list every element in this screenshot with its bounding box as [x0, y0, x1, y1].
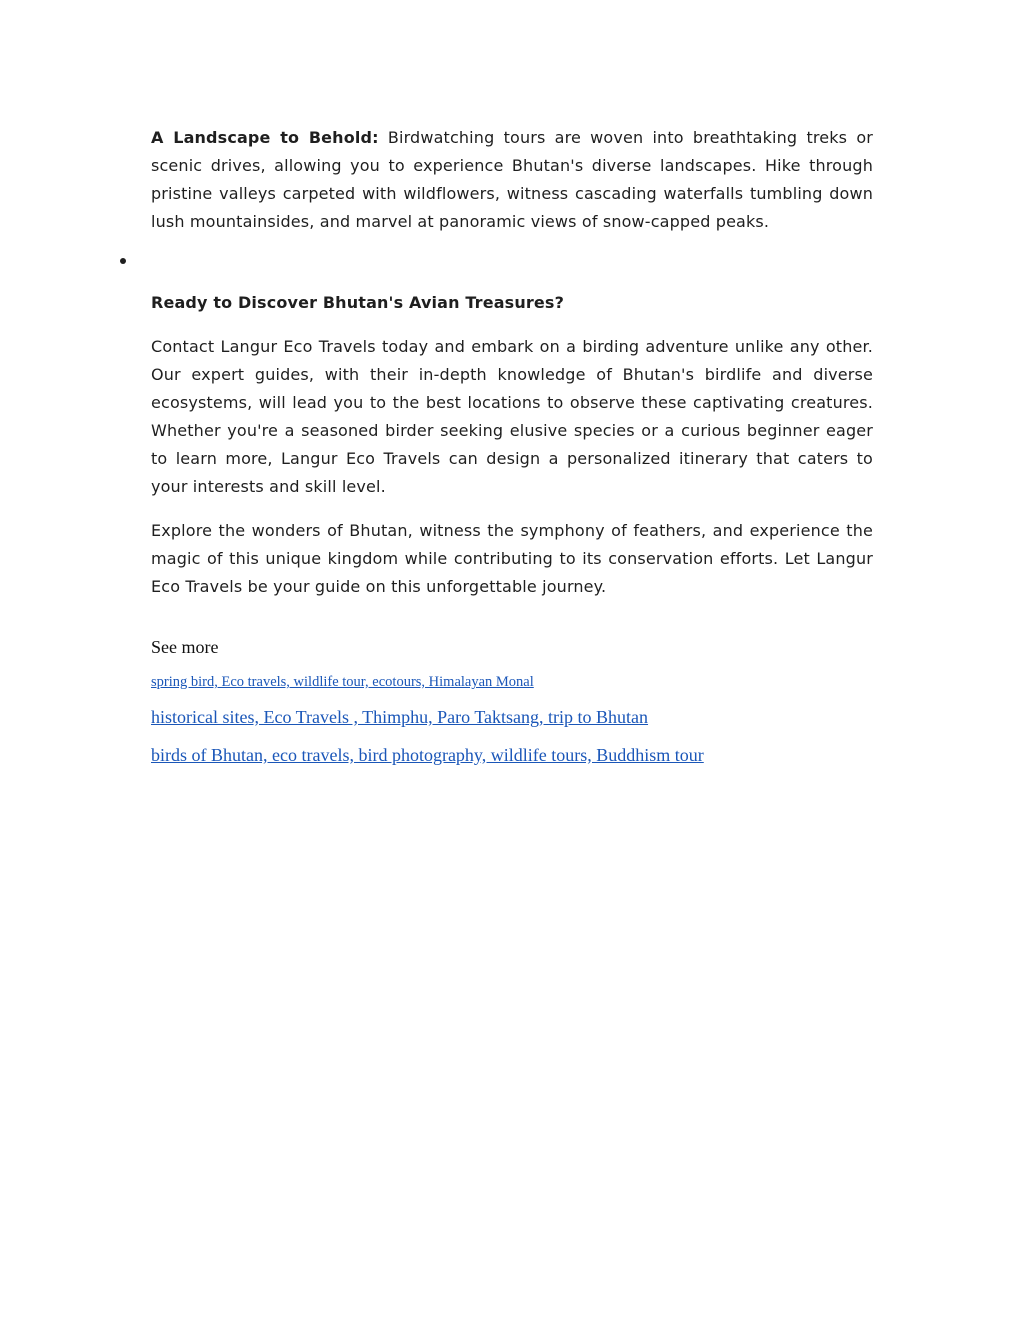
related-link-historical-sites[interactable]: historical sites, Eco Travels , Thimphu, Paro Taktsang, trip to Bhutan — [151, 707, 649, 727]
landscape-text: Birdwatching tours are woven into breathtaking treks or scenic drives, allowing you to experience Bhutan's diverse landscapes. Hike through pristine valleys carpeted with wildflowers, witness cascading waterfalls tumbling down lush mountainsides, and marvel at panoramic views of snow-capped peaks. — [151, 128, 874, 231]
contact-paragraph: Contact Langur Eco Travels today and embark on a birding adventure unlike any other. Our expert guides, with their in-depth knowledge of Bhutan's birdlife and diverse ecosystems, will lead you to the best locations to observe these captivating creatures. Whether you're a seasoned birder seeking elusive species or a curious beginner eager to learn more, Langur Eco Travels can design a personalized itinerary that caters to your interests and skill level. — [151, 337, 873, 496]
landscape-paragraph — [151, 124, 873, 236]
section-heading: Ready to Discover Bhutan's Avian Treasures? — [151, 293, 565, 312]
related-link-birds-of-bhutan[interactable]: birds of Bhutan, eco travels, bird photography, wildlife tours, Buddhism tour — [151, 745, 704, 765]
article-body — [151, 124, 873, 767]
list-bullet-icon — [120, 258, 126, 264]
landscape-lead: A Landscape to Behold: — [151, 128, 379, 147]
related-link-spring-bird[interactable]: spring bird, Eco travels, wildlife tour, ecotours, Himalayan Monal — [151, 674, 534, 690]
explore-paragraph: Explore the wonders of Bhutan, witness the symphony of feathers, and experience the magic of this unique kingdom while contributing to its conservation efforts. Let Langur Eco Travels be your guide on this unforgettable journey. — [151, 521, 873, 596]
see-more-label: See more — [151, 637, 219, 657]
